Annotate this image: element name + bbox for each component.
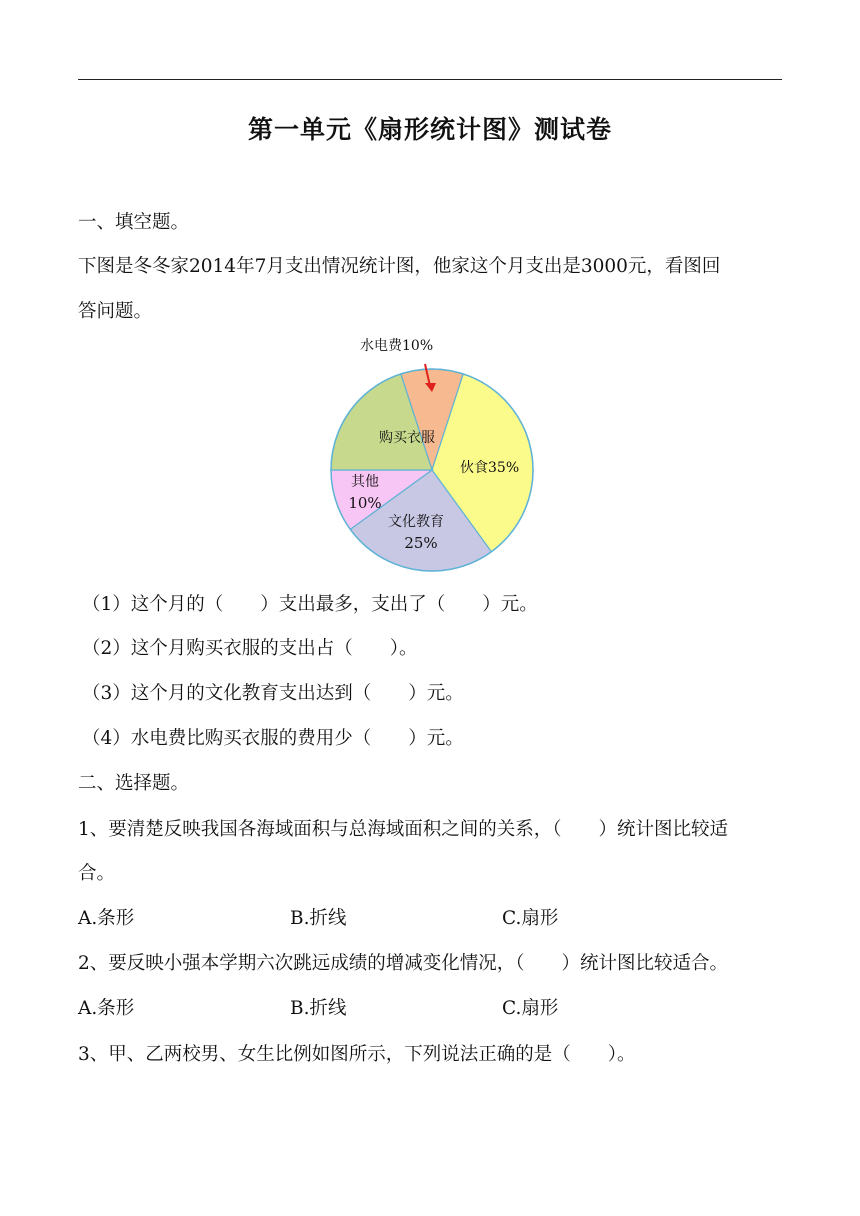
slice-water-electric-label: 水电费10%: [360, 338, 434, 354]
question-1-2: （2）这个月购买衣服的支出占（ ）。: [82, 638, 418, 659]
header-rule: [78, 79, 782, 80]
question-1-1: （1）这个月的（ ）支出最多，支出了（ ）元。: [82, 594, 538, 615]
question-2-2: 2、要反映小强本学期六次跳远成绩的增减变化情况，（ ）统计图比较适合。: [78, 953, 729, 974]
page-title: 第一单元《扇形统计图》测试卷: [247, 115, 612, 144]
question-1-4: （4）水电费比购买衣服的费用少（ ）元。: [82, 728, 464, 749]
q2-option-b: B.折线: [290, 998, 347, 1019]
section1-intro-line2: 答问题。: [78, 301, 153, 322]
slice-clothing-label: 购买衣服: [379, 430, 435, 446]
section2-heading: 二、选择题。: [78, 773, 190, 794]
question-2-1-line1: 1、要清楚反映我国各海域面积与总海域面积之间的关系，（ ）统计图比较适: [78, 819, 729, 840]
slice-other-label: 其他: [351, 474, 379, 490]
q1-option-c: C.扇形: [502, 908, 559, 929]
slice-other-percent: 10%: [348, 494, 382, 512]
section1-intro-line1: 下图是冬冬家2014年7月支出情况统计图，他家这个月支出是3000元，看图回: [78, 256, 721, 277]
question-2-3: 3、甲、乙两校男、女生比例如图所示，下列说法正确的是（ ）。: [78, 1044, 636, 1065]
slice-culture-education-label: 文化教育: [388, 514, 444, 530]
q1-option-b: B.折线: [290, 908, 347, 929]
q1-option-a: A.条形: [78, 908, 135, 929]
slice-food-label: 伙食35%: [460, 460, 520, 476]
section1-heading: 一、填空题。: [78, 212, 190, 233]
question-1-3: （3）这个月的文化教育支出达到（ ）元。: [82, 683, 464, 704]
question-2-1-line2: 合。: [78, 863, 116, 884]
q2-option-c: C.扇形: [502, 998, 559, 1019]
q2-option-a: A.条形: [78, 998, 135, 1019]
slice-culture-education-percent: 25%: [404, 534, 438, 552]
expense-pie-chart: [320, 326, 550, 576]
